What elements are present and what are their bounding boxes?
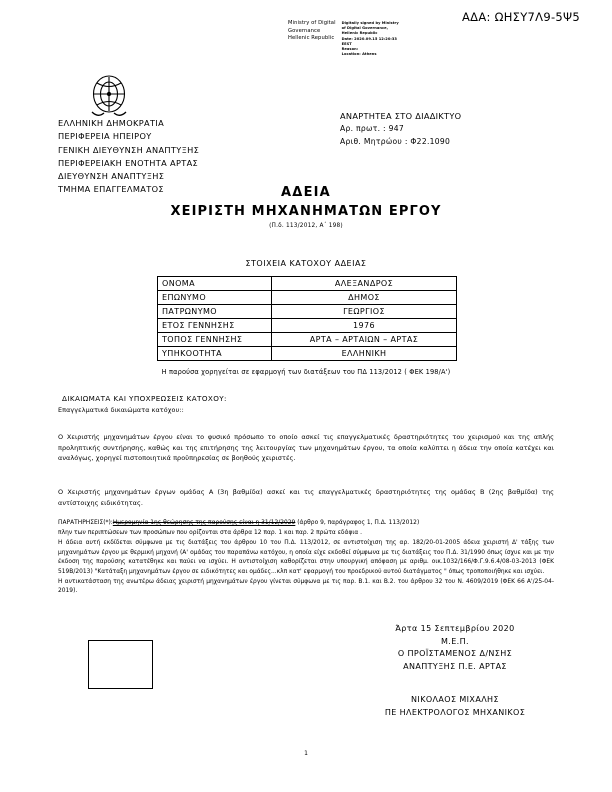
row-label: ΟΝΟΜΑ: [158, 277, 272, 291]
remarks-label: ΠΑΡΑΤΗΡΗΣΕΙΣ(*):: [58, 520, 113, 526]
row-value: ΓΕΩΡΓΙΟΣ: [272, 305, 457, 319]
table-row: [158, 277, 457, 291]
registry-label: Αριθ. Μητρώου :: [340, 136, 408, 146]
table-row: [158, 333, 457, 347]
row-value: ΑΛΕΞΑΝΔΡΟΣ: [272, 277, 457, 291]
protocol-number-row: [340, 123, 461, 135]
holder-table-caption: ΣΤΟΙΧΕΙΑ ΚΑΤΟΧΟΥ ΑΔΕΙΑΣ: [245, 259, 367, 268]
signature-place-date: Άρτα 15 Σεπτεμβρίου 2020: [395, 624, 515, 633]
row-label: ΤΟΠΟΣ ΓΕΝΝΗΣΗΣ: [158, 333, 272, 347]
rights-heading: ΔΙΚΑΙΩΜΑΤΑ ΚΑΙ ΥΠΟΧΡΕΩΣΕΙΣ ΚΑΤΟΧΟΥ:: [62, 394, 227, 403]
table-row: [158, 319, 457, 333]
ada-code: ΑΔΑ: ΩΗΣΥ7Λ9-5Ψ5: [462, 10, 580, 24]
digital-signature-authority: Ministry of Digital Governance Hellenic Republic: [288, 20, 336, 42]
remarks-line-1: [58, 519, 554, 529]
signatory-title: ΠΕ ΗΛΕΚΤΡΟΛΟΓΟΣ ΜΗΧΑΝΙΚΟΣ: [384, 707, 526, 717]
registry-number-row: [340, 136, 461, 148]
publication-status: ΑΝΑΡΤΗΤΕΑ ΣΤΟ ΔΙΑΔΙΚΤΥΟ: [340, 111, 462, 121]
table-row: [158, 291, 457, 305]
title-law-reference: (Π.δ. 113/2012, Α΄ 198): [269, 222, 343, 229]
authority-line-1: ΕΛΛΗΝΙΚΗ ΔΗΜΟΚΡΑΤΙΑ: [58, 118, 165, 128]
signature-role-line-1: Ο ΠΡΟΪΣΤΑΜΕΝΟΣ Δ/ΝΣΗΣ: [397, 649, 513, 659]
page-number: 1: [304, 750, 308, 757]
protocol-label: Αρ. πρωτ. :: [340, 124, 386, 134]
remarks-block: [58, 519, 554, 598]
document-title-block: [0, 184, 612, 229]
remarks-line-2: πλην των περιπτώσεων των προσώπων που ορίζονται στα άρθρα 12 παρ. 1 και παρ. 2 πρώτα εδάφια .: [58, 530, 363, 537]
remarks-line-1-rest: (άρθρο 9, παράγραφος 1, Π.Δ. 113/2012): [295, 520, 420, 526]
authority-line-6: ΤΜΗΜΑ ΕΠΑΓΓΕΛΜΑΤΟΣ: [58, 184, 164, 195]
signature-role-line-2: ΑΝΑΠΤΥΞΗΣ Π.Ε. ΑΡΤΑΣ: [403, 661, 507, 671]
legal-notice: Η παρούσα χορηγείται σε εφαρμογή των διατάξεων του ΠΔ 113/2012 ( ΦΕΚ 198/Α'): [161, 368, 451, 376]
authority-line-3: ΓΕΝΙΚΗ ΔΙΕΥΘΥΝΣΗ ΑΝΑΠΤΥΞΗΣ: [58, 144, 200, 155]
row-value: ΔΗΜΟΣ: [272, 291, 457, 305]
digital-signature-stamp: [288, 20, 399, 57]
rights-paragraph-1: Ο Χειριστής μηχανημάτων έργου είναι το φυσικό πρόσωπο το οποίο ασκεί τις επαγγελματικές δραστηριότητες του χειρισμού και της απλής προληπτικής συντήρησης, καθώς και της επιτήρησης της λειτουργίας των μηχανημάτων έργου, τα οποία καλύπτει η άδεια την οποία κατέχει και αναλόγως, χορηγεί πιστοποιητικά προϋπηρεσίας σε βοηθούς χειριστές.: [58, 433, 554, 463]
authority-line-4: ΠΕΡΙΦΕΡΕΙΑΚΗ ΕΝΟΤΗΤΑ ΑΡΤΑΣ: [58, 157, 199, 168]
page-title: ΑΔΕΙΑ: [281, 185, 331, 200]
table-row: [158, 347, 457, 361]
signature-by-order: Μ.Ε.Π.: [440, 636, 469, 646]
table-row: [158, 305, 457, 319]
row-label: ΠΑΤΡΩΝΥΜΟ: [158, 305, 272, 319]
row-value: 1976: [272, 319, 457, 333]
page-subtitle: ΧΕΙΡΙΣΤΗ ΜΗΧΑΝΗΜΑΤΩΝ ΕΡΓΟΥ: [170, 203, 442, 219]
row-label: ΕΤΟΣ ΓΕΝΝΗΣΗΣ: [158, 319, 272, 333]
signatory-block: [340, 694, 570, 719]
rights-paragraph-2: Ο Χειριστής μηχανημάτων έργων ομάδας Α (3η βαθμίδα) ασκεί και τις επαγγελματικές δραστηριότητες της ομάδας Β (2ης βαθμίδα) της αντίστοιχης ειδικότητας.: [58, 488, 554, 507]
protocol-value: 947: [388, 124, 404, 134]
holder-details-table: [157, 276, 457, 361]
remarks-struck-text: Ημερομηνία 1ης θεώρησης της παρούσης είναι η 31/12/2029: [112, 520, 296, 526]
authority-line-5: ΔΙΕΥΘΥΝΣΗ ΑΝΑΠΤΥΞΗΣ: [58, 171, 165, 182]
digital-signature-details: Digitally signed by Ministry of Digital Governance, Hellenic Republic Date: 2020.09.15 12:20:33 EEST Reason: Location: Athens: [341, 21, 399, 57]
row-value: ΕΛΛΗΝΙΚΗ: [272, 347, 457, 361]
row-label: ΥΠΗΚΟΟΤΗΤΑ: [158, 347, 272, 361]
row-value: ΑΡΤΑ – ΑΡΤΑΙΩΝ – ΑΡΤΑΣ: [272, 333, 457, 347]
registry-value: Φ22.1090: [410, 136, 451, 146]
signature-block: [340, 623, 570, 674]
authority-line-2: ΠΕΡΙΦΕΡΕΙΑ ΗΠΕΙΡΟΥ: [58, 131, 152, 142]
official-stamp-box: [88, 640, 153, 689]
row-label: ΕΠΩΝΥΜΟ: [158, 291, 272, 305]
remarks-line-4: Η αντικατάσταση της ανωτέρω άδειας χειριστή μηχανημάτων έργου γίνεται σύμφωνα με τις παρ. Β.1. και Β.2. του άρθρου 32 του Ν. 4609/2019 (ΦΕΚ 66 Α'/25-04-2019).: [58, 578, 554, 595]
signatory-name: ΝΙΚΟΛΑΟΣ ΜΙΧΑΛΗΣ: [411, 695, 499, 704]
hellenic-republic-emblem-icon: [88, 72, 130, 118]
protocol-block: [340, 110, 461, 148]
remarks-line-3: Η άδεια αυτή εκδίδεται σύμφωνα με τις διατάξεις του άρθρου 10 του Π.Δ. 113/2012, σε αντιστοίχιση της αρ. 182/20-01-2005 άδεια χειριστή Δ' τάξης των μηχανημάτων έργου με θερμική μηχανή (Α' ομάδας του παραπάνω κατόχου, η οποία είχε εκδοθεί σύμφωνα με τις διατάξεις του Π.Δ. 31/1990 όπως ίσχυε και με την έκδοση της παρούσης κατατέθηκε και παύει να ισχύει. Η αντιστοίχιση καθορίζεται στην υπουργική απόφαση με αριθμ. οικ.1032/166/Φ.Γ.9.6.4/08-03-2013 (ΦΕΚ 519Β/2013) "Κατάταξη μηχανημάτων έργου σε ειδικότητες και ομάδες...κλπ κατ' εφαρμογή του προεδρικού αυτού διατάγματος " όπως τροποποιήθηκε και ισχύει.: [58, 540, 554, 575]
rights-subheading: Επαγγελματικά δικαιώματα κατόχου::: [58, 406, 184, 414]
